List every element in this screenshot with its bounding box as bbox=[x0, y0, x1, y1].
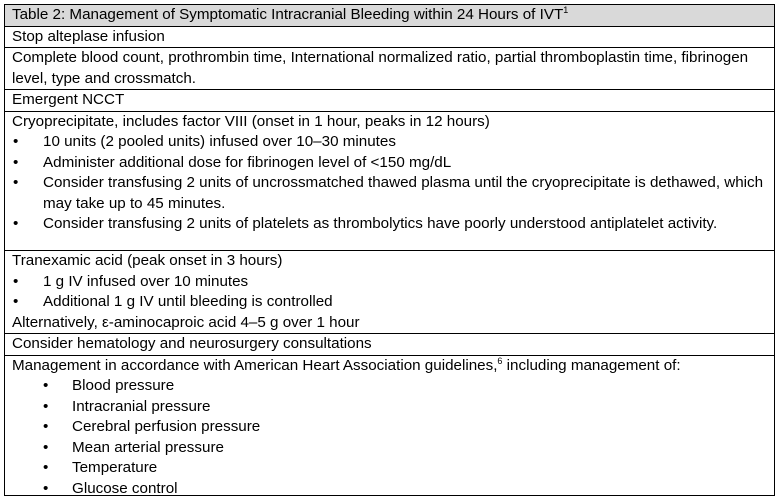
list-item: • Administer additional dose for fibrinogen level of <150 mg/dL bbox=[12, 153, 774, 174]
table-title: Table 2: Management of Symptomatic Intracranial Bleeding within 24 Hours of IVT bbox=[12, 6, 564, 23]
table-title-row bbox=[5, 5, 774, 26]
ncct-row bbox=[5, 89, 774, 111]
list-item: • 1 g IV infused over 10 minutes bbox=[12, 272, 774, 293]
list-item: • Mean arterial pressure bbox=[12, 438, 774, 459]
list-item: • 10 units (2 pooled units) infused over 10–30 minutes bbox=[12, 132, 774, 153]
cryo-row bbox=[5, 111, 774, 251]
aha-footnote: 6 bbox=[497, 355, 503, 366]
txa-heading: Tranexamic acid (peak onset in 3 hours) bbox=[12, 252, 283, 269]
list-item: • Temperature bbox=[12, 458, 774, 479]
consult-text: Consider hematology and neurosurgery consultations bbox=[12, 335, 372, 352]
bullet-icon: • bbox=[43, 377, 49, 394]
list-item: • Additional 1 g IV until bleeding is controlled bbox=[12, 292, 774, 313]
bullet-icon: • bbox=[13, 272, 19, 290]
labs-text: Complete blood count, prothrombin time, International normalized ratio, partial thromboplastin time, fibrinogen level, type and crossmatch. bbox=[12, 49, 749, 87]
bullet-icon: • bbox=[43, 397, 49, 415]
aha-heading: Management in accordance with American Heart Association guidelines,$^6$ including management of: bbox=[12, 355, 681, 374]
txa-alternative: Alternatively, ε-aminocaproic acid 4–5 g over 1 hour bbox=[12, 313, 360, 331]
bullet-icon: • bbox=[13, 133, 19, 150]
txa-row bbox=[5, 250, 774, 333]
bullet-icon: • bbox=[13, 174, 19, 191]
bullet-icon: • bbox=[13, 215, 19, 232]
management-table bbox=[4, 4, 775, 496]
bullet-icon: • bbox=[43, 479, 49, 495]
bullet-icon: • bbox=[43, 418, 49, 435]
list-item: • Consider transfusing 2 units of uncrossmatched thawed plasma until the cryoprecipitate is dethawed, which may take up to 45 minutes. bbox=[13, 174, 764, 212]
list-item: • Blood pressure bbox=[12, 376, 774, 397]
consult-row bbox=[5, 333, 774, 355]
list-item: • Intracranial pressure bbox=[12, 397, 774, 418]
cryo-heading: Cryoprecipitate, includes factor VIII (onset in 1 hour, peaks in 12 hours) bbox=[12, 112, 490, 130]
list-item: • Cerebral perfusion pressure bbox=[12, 417, 774, 438]
bullet-icon: • bbox=[13, 293, 19, 310]
title-footnote: 1 bbox=[563, 5, 569, 15]
bullet-icon: • bbox=[43, 438, 49, 456]
ncct-text: Emergent NCCT bbox=[12, 91, 125, 108]
list-item: • Glucose control bbox=[12, 479, 774, 495]
labs-row bbox=[5, 47, 774, 89]
aha-row bbox=[5, 355, 774, 495]
bullet-icon: • bbox=[43, 459, 49, 476]
stop-infusion-row bbox=[5, 26, 774, 48]
bullet-icon: • bbox=[13, 153, 19, 171]
list-item: • Consider transfusing 2 units of platelets as thrombolytics have poorly understood antiplatelet activity. bbox=[12, 214, 774, 250]
stop-infusion-text: Stop alteplase infusion bbox=[12, 27, 165, 45]
